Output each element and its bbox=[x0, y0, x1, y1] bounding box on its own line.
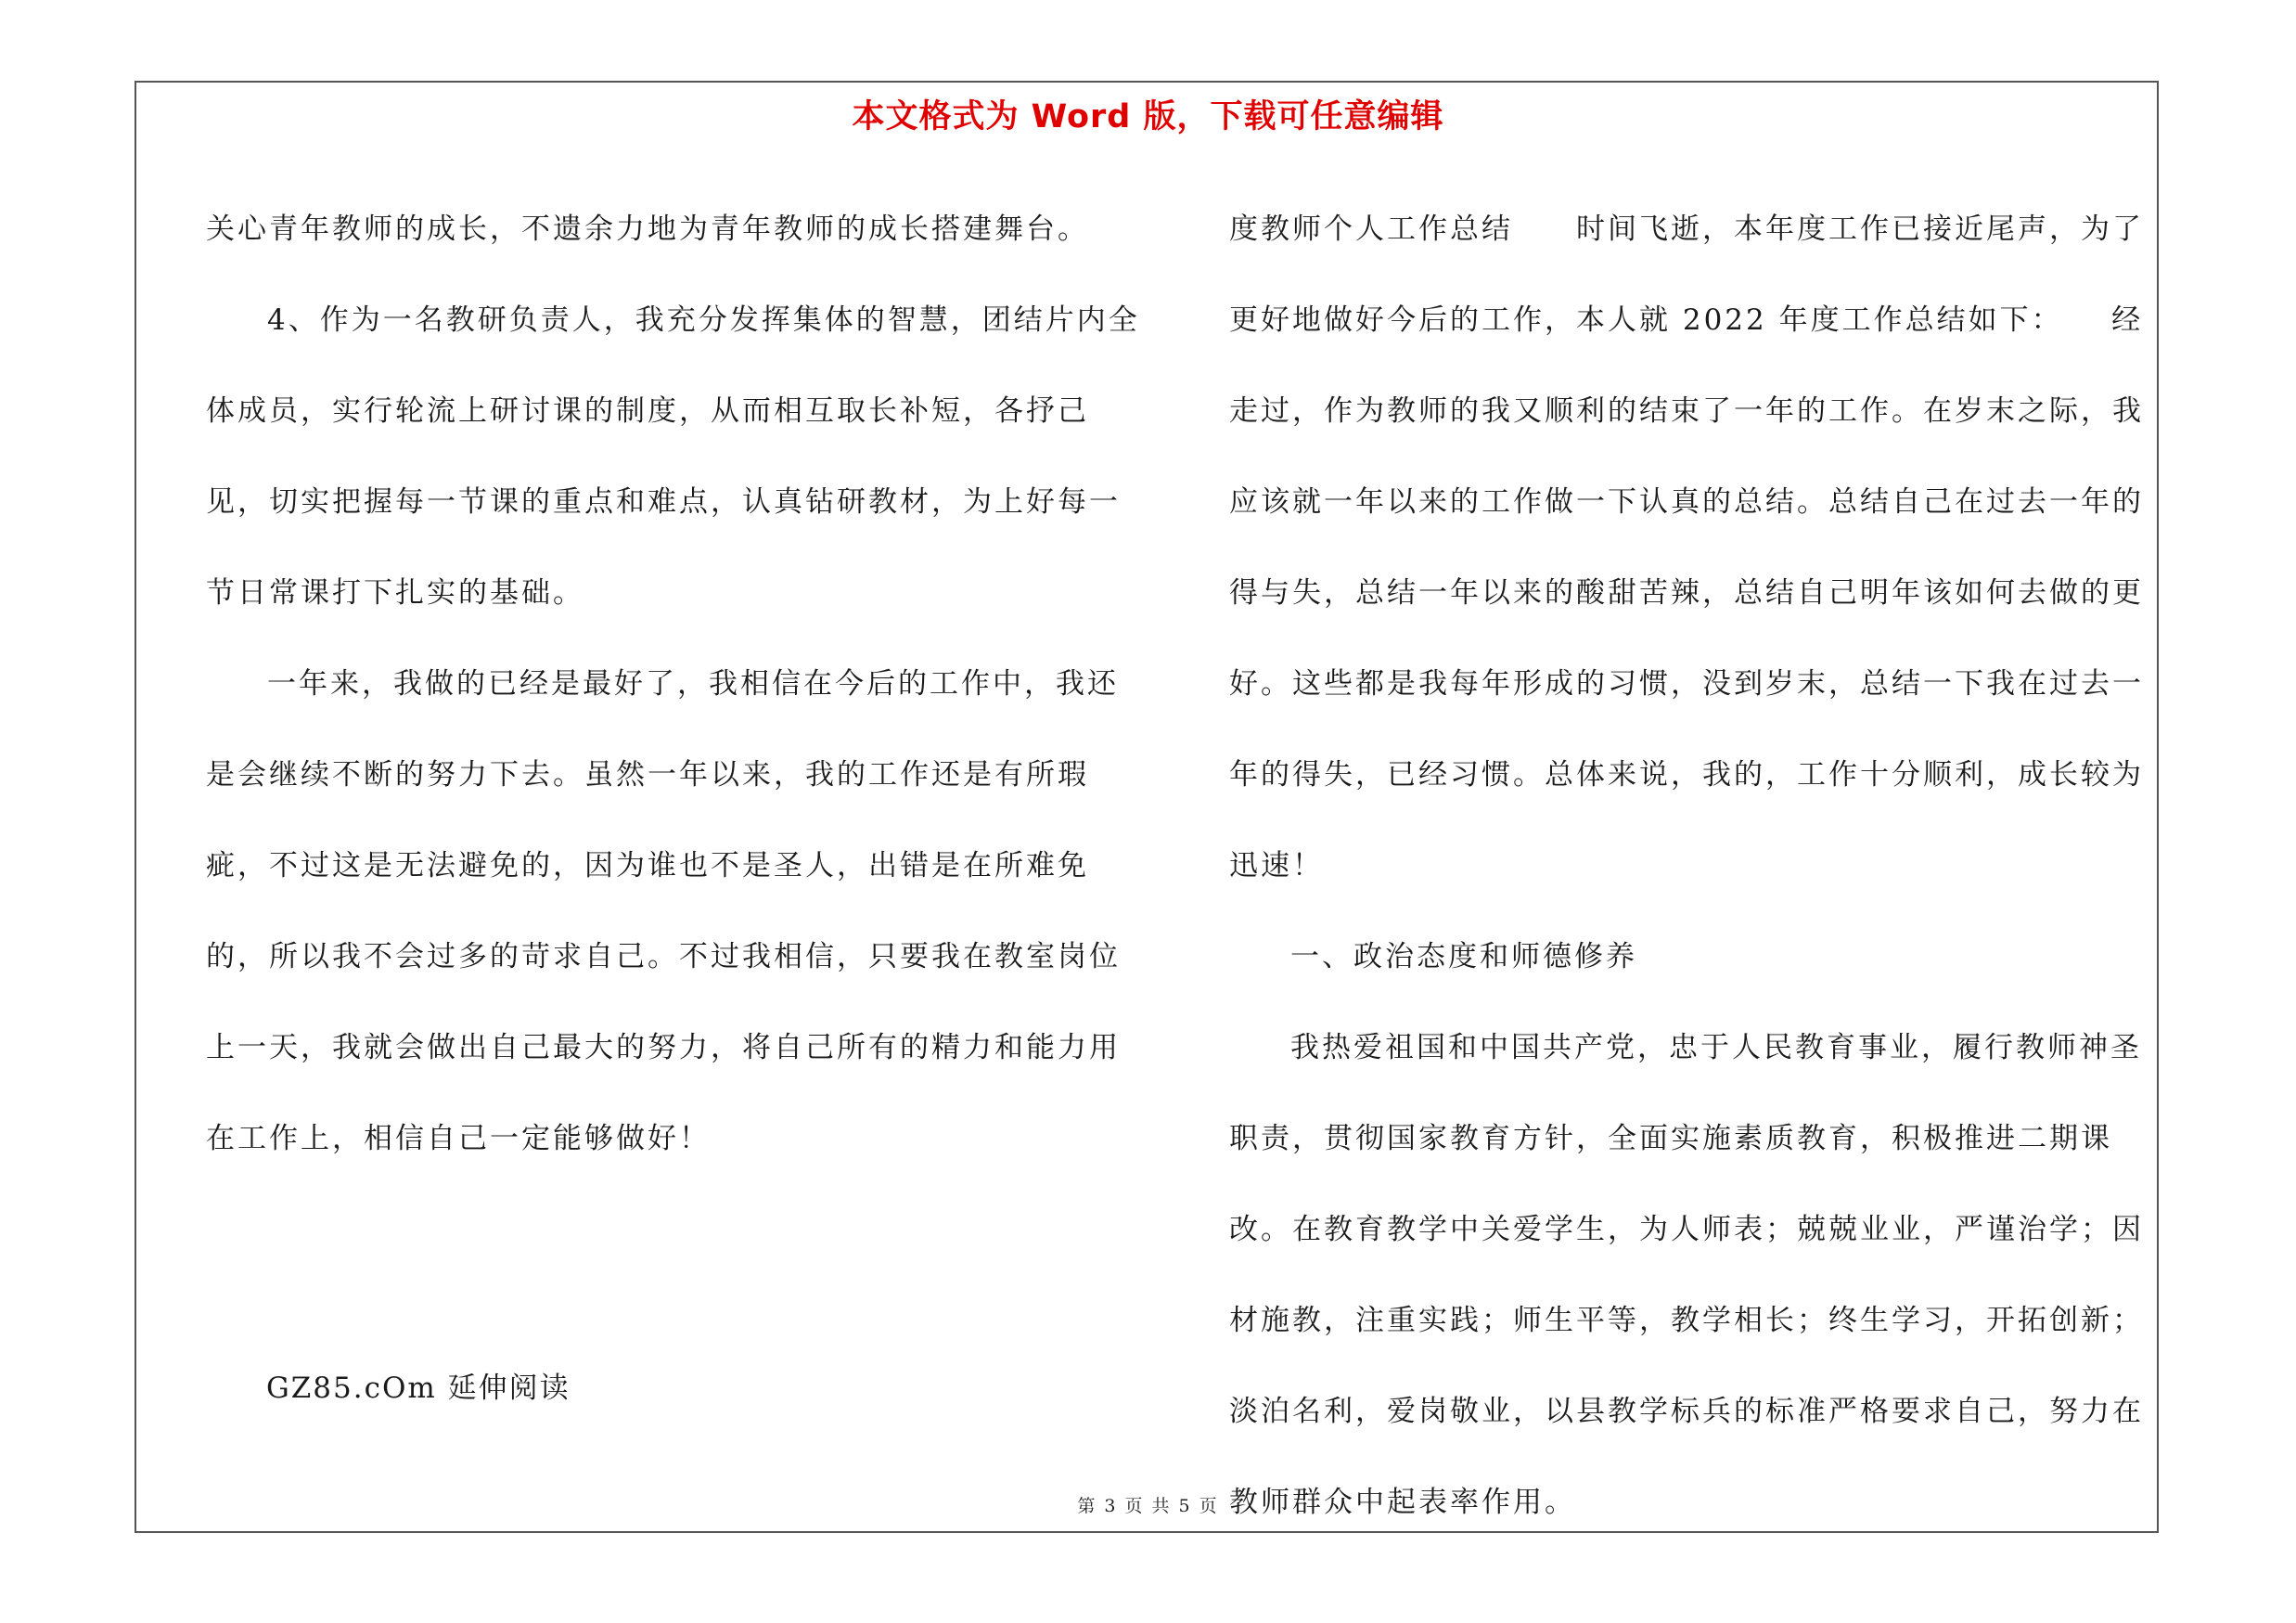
left-paragraph-2: 4、作为一名教研负责人，我充分发挥集体的智慧，团结片内全体成员，实行轮流上研讨课的制度，从而相互取长补短，各抒己见，切实把握每一节课的重点和难点，认真钻研教材，为上好每一节日常课打下扎实的基础。 bbox=[206, 303, 1140, 610]
left-column bbox=[206, 184, 1143, 1184]
right-paragraph-3: 我热爱祖国和中国共产党，忠于人民教育事业，履行教师神圣职责，贯彻国家教育方针，全面实施素质教育，积极推进二期课改。在教育教学中关爱学生，为人师表；兢兢业业，严谨治学；因材施教，注重实践；师生平等，教学相长；终生学习，开拓创新；淡泊名利，爱岗敬业，以县教学标兵的标准严格要求自己，努力在教师群众中起表率作用。 bbox=[1229, 1031, 2144, 1519]
left-paragraph-3: 一年来，我做的已经是最好了，我相信在今后的工作中，我还是会继续不断的努力下去。虽然一年以来，我的工作还是有所瑕疵，不过这是无法避免的，因为谁也不是圣人，出错是在所难免的，所以我不会过多的苛求自己。不过我相信，只要我在教室岗位上一天，我就会做出自己最大的努力，将自己所有的精力和能力用在工作上，相信自己一定能够做好！ bbox=[206, 667, 1121, 1155]
word-format-banner: 本文格式为 Word 版，下载可任意编辑 bbox=[852, 98, 1444, 135]
right-paragraph-1: 度教师个人工作总结 时间飞逝，本年度工作已接近尾声，为了更好地做好今后的工作，本人就 2022 年度工作总结如下： 经走过，作为教师的我又顺利的结束了一年的工作。在岁末之际，我应该就一年以来的工作做一下认真的总结。总结自己在过去一年的得与失，总结一年以来的酸甜苦辣，总结自己明年该如何去做的更好。这些都是我每年形成的习惯，没到岁末，总结一下我在过去一年的得失，已经习惯。总体来说，我的，工作十分顺利，成长较为迅速！ bbox=[1229, 213, 2144, 882]
section-heading-politics: 一、政治态度和师德修养 bbox=[1290, 940, 1637, 973]
right-column bbox=[1229, 184, 2166, 1548]
left-paragraph-1: 关心青年教师的成长，不遗余力地为青年教师的成长搭建舞台。 bbox=[206, 213, 1089, 246]
extended-reading-link[interactable]: GZ85.cOm 延伸阅读 bbox=[266, 1372, 571, 1405]
page-number-footer: 第 3 页 共 5 页 bbox=[1077, 1496, 1219, 1516]
